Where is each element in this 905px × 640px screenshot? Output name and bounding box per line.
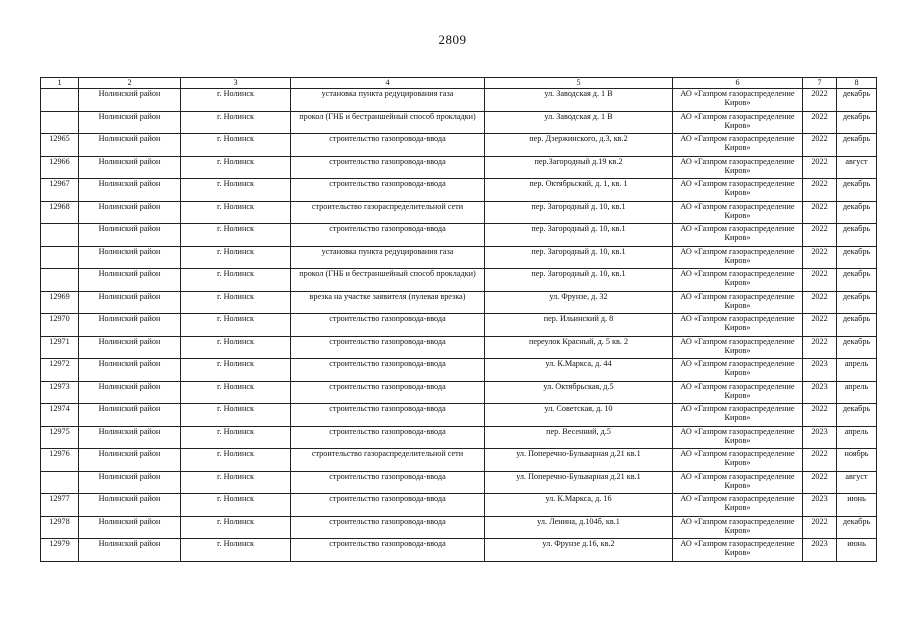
year-cell: 2023 bbox=[803, 426, 837, 449]
locality-cell: г. Нолинск bbox=[181, 314, 291, 337]
month-cell: декабрь bbox=[837, 291, 877, 314]
district-cell: Нолинский район bbox=[79, 314, 181, 337]
page-number: 2809 bbox=[438, 32, 467, 47]
address-cell: ул. Октябрьская, д.5 bbox=[485, 381, 673, 404]
table-row bbox=[41, 111, 877, 134]
district-cell: Нолинский район bbox=[79, 336, 181, 359]
work-type-cell: строительство газораспределительной сети bbox=[291, 201, 485, 224]
work-type-cell: прокол (ГНБ и бестраншейный способ прокладки) bbox=[291, 111, 485, 134]
column-header: 5 bbox=[485, 78, 673, 89]
year-cell: 2022 bbox=[803, 336, 837, 359]
month-cell: декабрь bbox=[837, 516, 877, 539]
month-cell: декабрь bbox=[837, 269, 877, 292]
district-cell: Нолинский район bbox=[79, 89, 181, 112]
row-number-cell bbox=[41, 111, 79, 134]
organization-cell: АО «Газпром газораспределение Киров» bbox=[673, 179, 803, 202]
row-number-cell: 12974 bbox=[41, 404, 79, 427]
district-cell: Нолинский район bbox=[79, 291, 181, 314]
month-cell: декабрь bbox=[837, 224, 877, 247]
month-cell: апрель bbox=[837, 381, 877, 404]
address-cell: пер. Загородный д. 10, кв.1 bbox=[485, 269, 673, 292]
organization-cell: АО «Газпром газораспределение Киров» bbox=[673, 246, 803, 269]
address-cell: ул. Заводская д. 1 В bbox=[485, 111, 673, 134]
row-number-cell: 12969 bbox=[41, 291, 79, 314]
year-cell: 2022 bbox=[803, 201, 837, 224]
table-row bbox=[41, 201, 877, 224]
year-cell: 2022 bbox=[803, 291, 837, 314]
row-number-cell: 12973 bbox=[41, 381, 79, 404]
locality-cell: г. Нолинск bbox=[181, 404, 291, 427]
month-cell: август bbox=[837, 471, 877, 494]
row-number-cell: 12978 bbox=[41, 516, 79, 539]
locality-cell: г. Нолинск bbox=[181, 269, 291, 292]
work-type-cell: строительство газопровода-ввода bbox=[291, 539, 485, 562]
row-number-cell: 12967 bbox=[41, 179, 79, 202]
address-cell: пер.Загородный д.19 кв.2 bbox=[485, 156, 673, 179]
district-cell: Нолинский район bbox=[79, 359, 181, 382]
organization-cell: АО «Газпром газораспределение Киров» bbox=[673, 426, 803, 449]
district-cell: Нолинский район bbox=[79, 449, 181, 472]
locality-cell: г. Нолинск bbox=[181, 539, 291, 562]
row-number-cell: 12970 bbox=[41, 314, 79, 337]
year-cell: 2022 bbox=[803, 134, 837, 157]
row-number-cell bbox=[41, 269, 79, 292]
work-type-cell: строительство газопровода-ввода bbox=[291, 314, 485, 337]
row-number-cell: 12966 bbox=[41, 156, 79, 179]
locality-cell: г. Нолинск bbox=[181, 156, 291, 179]
locality-cell: г. Нолинск bbox=[181, 291, 291, 314]
table-row bbox=[41, 516, 877, 539]
work-type-cell: строительство газопровода-ввода bbox=[291, 179, 485, 202]
address-cell: пер. Октябрьский, д. 1, кв. 1 bbox=[485, 179, 673, 202]
locality-cell: г. Нолинск bbox=[181, 179, 291, 202]
year-cell: 2022 bbox=[803, 269, 837, 292]
district-cell: Нолинский район bbox=[79, 426, 181, 449]
table-row bbox=[41, 426, 877, 449]
year-cell: 2023 bbox=[803, 381, 837, 404]
row-number-cell: 12977 bbox=[41, 494, 79, 517]
table-row bbox=[41, 224, 877, 247]
district-cell: Нолинский район bbox=[79, 246, 181, 269]
work-type-cell: строительство газопровода-ввода bbox=[291, 516, 485, 539]
table-row bbox=[41, 336, 877, 359]
organization-cell: АО «Газпром газораспределение Киров» bbox=[673, 314, 803, 337]
address-cell: переулок Красный, д. 5 кв. 2 bbox=[485, 336, 673, 359]
locality-cell: г. Нолинск bbox=[181, 224, 291, 247]
year-cell: 2022 bbox=[803, 89, 837, 112]
district-cell: Нолинский район bbox=[79, 269, 181, 292]
address-cell: ул. Заводская д. 1 В bbox=[485, 89, 673, 112]
address-cell: пер. Загородный д. 10, кв.1 bbox=[485, 246, 673, 269]
work-type-cell: строительство газопровода-ввода bbox=[291, 134, 485, 157]
address-cell: пер. Загородный д. 10, кв.1 bbox=[485, 201, 673, 224]
address-cell: пер. Весенний, д.5 bbox=[485, 426, 673, 449]
district-cell: Нолинский район bbox=[79, 494, 181, 517]
column-header: 4 bbox=[291, 78, 485, 89]
table-row bbox=[41, 134, 877, 157]
work-type-cell: строительство газопровода-ввода bbox=[291, 494, 485, 517]
month-cell: декабрь bbox=[837, 134, 877, 157]
address-cell: пер. Дзержинского, д.3, кв.2 bbox=[485, 134, 673, 157]
row-number-cell: 12976 bbox=[41, 449, 79, 472]
work-type-cell: врезка на участке заявителя (пулевая врезка) bbox=[291, 291, 485, 314]
month-cell: декабрь bbox=[837, 336, 877, 359]
column-header: 2 bbox=[79, 78, 181, 89]
work-type-cell: строительство газопровода-ввода bbox=[291, 426, 485, 449]
month-cell: ноябрь bbox=[837, 449, 877, 472]
district-cell: Нолинский район bbox=[79, 471, 181, 494]
month-cell: декабрь bbox=[837, 111, 877, 134]
year-cell: 2022 bbox=[803, 449, 837, 472]
organization-cell: АО «Газпром газораспределение Киров» bbox=[673, 359, 803, 382]
locality-cell: г. Нолинск bbox=[181, 134, 291, 157]
table-row bbox=[41, 539, 877, 562]
table-row bbox=[41, 381, 877, 404]
table-row bbox=[41, 291, 877, 314]
work-type-cell: строительство газопровода-ввода bbox=[291, 156, 485, 179]
locality-cell: г. Нолинск bbox=[181, 359, 291, 382]
month-cell: апрель bbox=[837, 359, 877, 382]
table-row bbox=[41, 494, 877, 517]
month-cell: декабрь bbox=[837, 89, 877, 112]
year-cell: 2023 bbox=[803, 494, 837, 517]
table-row bbox=[41, 156, 877, 179]
district-cell: Нолинский район bbox=[79, 179, 181, 202]
address-cell: ул. К.Маркса, д. 44 bbox=[485, 359, 673, 382]
organization-cell: АО «Газпром газораспределение Киров» bbox=[673, 539, 803, 562]
locality-cell: г. Нолинск bbox=[181, 426, 291, 449]
locality-cell: г. Нолинск bbox=[181, 471, 291, 494]
column-header: 1 bbox=[41, 78, 79, 89]
year-cell: 2022 bbox=[803, 179, 837, 202]
year-cell: 2022 bbox=[803, 404, 837, 427]
work-type-cell: строительство газопровода-ввода bbox=[291, 224, 485, 247]
locality-cell: г. Нолинск bbox=[181, 89, 291, 112]
month-cell: август bbox=[837, 156, 877, 179]
address-cell: пер. Загородный д. 10, кв.1 bbox=[485, 224, 673, 247]
month-cell: декабрь bbox=[837, 201, 877, 224]
address-cell: ул. Поперечно-Бульварная д.21 кв.1 bbox=[485, 449, 673, 472]
row-number-cell: 12971 bbox=[41, 336, 79, 359]
year-cell: 2023 bbox=[803, 539, 837, 562]
district-cell: Нолинский район bbox=[79, 381, 181, 404]
column-header: 3 bbox=[181, 78, 291, 89]
organization-cell: АО «Газпром газораспределение Киров» bbox=[673, 381, 803, 404]
district-cell: Нолинский район bbox=[79, 156, 181, 179]
row-number-cell bbox=[41, 246, 79, 269]
header-row bbox=[41, 78, 877, 89]
organization-cell: АО «Газпром газораспределение Киров» bbox=[673, 449, 803, 472]
address-cell: пер. Ильинский д. 8 bbox=[485, 314, 673, 337]
organization-cell: АО «Газпром газораспределение Киров» bbox=[673, 336, 803, 359]
organization-cell: АО «Газпром газораспределение Киров» bbox=[673, 516, 803, 539]
column-header: 7 bbox=[803, 78, 837, 89]
work-type-cell: строительство газопровода-ввода bbox=[291, 359, 485, 382]
table-body bbox=[41, 89, 877, 562]
locality-cell: г. Нолинск bbox=[181, 111, 291, 134]
row-number-cell bbox=[41, 471, 79, 494]
row-number-cell: 12979 bbox=[41, 539, 79, 562]
year-cell: 2022 bbox=[803, 156, 837, 179]
district-cell: Нолинский район bbox=[79, 224, 181, 247]
year-cell: 2022 bbox=[803, 111, 837, 134]
table-row bbox=[41, 449, 877, 472]
work-type-cell: строительство газопровода-ввода bbox=[291, 381, 485, 404]
month-cell: декабрь bbox=[837, 314, 877, 337]
locality-cell: г. Нолинск bbox=[181, 201, 291, 224]
column-header: 8 bbox=[837, 78, 877, 89]
district-cell: Нолинский район bbox=[79, 201, 181, 224]
work-type-cell: установка пункта редуцирования газа bbox=[291, 246, 485, 269]
district-cell: Нолинский район bbox=[79, 404, 181, 427]
organization-cell: АО «Газпром газораспределение Киров» bbox=[673, 291, 803, 314]
month-cell: апрель bbox=[837, 426, 877, 449]
locality-cell: г. Нолинск bbox=[181, 516, 291, 539]
organization-cell: АО «Газпром газораспределение Киров» bbox=[673, 404, 803, 427]
row-number-cell bbox=[41, 224, 79, 247]
address-cell: ул. К.Маркса, д. 16 bbox=[485, 494, 673, 517]
locality-cell: г. Нолинск bbox=[181, 494, 291, 517]
table-row bbox=[41, 179, 877, 202]
locality-cell: г. Нолинск bbox=[181, 381, 291, 404]
month-cell: декабрь bbox=[837, 179, 877, 202]
row-number-cell: 12975 bbox=[41, 426, 79, 449]
organization-cell: АО «Газпром газораспределение Киров» bbox=[673, 134, 803, 157]
work-type-cell: строительство газопровода-ввода bbox=[291, 471, 485, 494]
month-cell: декабрь bbox=[837, 404, 877, 427]
work-type-cell: строительство газораспределительной сети bbox=[291, 449, 485, 472]
row-number-cell bbox=[41, 89, 79, 112]
locality-cell: г. Нолинск bbox=[181, 449, 291, 472]
year-cell: 2022 bbox=[803, 516, 837, 539]
table-row bbox=[41, 314, 877, 337]
locality-cell: г. Нолинск bbox=[181, 246, 291, 269]
registry-table bbox=[40, 77, 877, 562]
organization-cell: АО «Газпром газораспределение Киров» bbox=[673, 224, 803, 247]
district-cell: Нолинский район bbox=[79, 516, 181, 539]
organization-cell: АО «Газпром газораспределение Киров» bbox=[673, 269, 803, 292]
table-row bbox=[41, 471, 877, 494]
year-cell: 2022 bbox=[803, 224, 837, 247]
work-type-cell: прокол (ГНБ и бестраншейный способ прокладки) bbox=[291, 269, 485, 292]
row-number-cell: 12968 bbox=[41, 201, 79, 224]
organization-cell: АО «Газпром газораспределение Киров» bbox=[673, 89, 803, 112]
month-cell: декабрь bbox=[837, 246, 877, 269]
district-cell: Нолинский район bbox=[79, 539, 181, 562]
organization-cell: АО «Газпром газораспределение Киров» bbox=[673, 471, 803, 494]
year-cell: 2022 bbox=[803, 314, 837, 337]
table-row bbox=[41, 359, 877, 382]
month-cell: июнь bbox=[837, 539, 877, 562]
column-header: 6 bbox=[673, 78, 803, 89]
address-cell: ул. Ленина, д.104б, кв.1 bbox=[485, 516, 673, 539]
year-cell: 2022 bbox=[803, 246, 837, 269]
district-cell: Нолинский район bbox=[79, 134, 181, 157]
work-type-cell: строительство газопровода-ввода bbox=[291, 404, 485, 427]
table-row bbox=[41, 89, 877, 112]
organization-cell: АО «Газпром газораспределение Киров» bbox=[673, 201, 803, 224]
year-cell: 2023 bbox=[803, 359, 837, 382]
district-cell: Нолинский район bbox=[79, 111, 181, 134]
year-cell: 2022 bbox=[803, 471, 837, 494]
address-cell: ул. Фрунзе, д. 32 bbox=[485, 291, 673, 314]
month-cell: июнь bbox=[837, 494, 877, 517]
organization-cell: АО «Газпром газораспределение Киров» bbox=[673, 156, 803, 179]
work-type-cell: строительство газопровода-ввода bbox=[291, 336, 485, 359]
table-row bbox=[41, 404, 877, 427]
address-cell: ул. Поперечно-Бульварная д.21 кв.1 bbox=[485, 471, 673, 494]
address-cell: ул. Фрунзе д.16, кв.2 bbox=[485, 539, 673, 562]
row-number-cell: 12965 bbox=[41, 134, 79, 157]
organization-cell: АО «Газпром газораспределение Киров» bbox=[673, 494, 803, 517]
table-row bbox=[41, 246, 877, 269]
row-number-cell: 12972 bbox=[41, 359, 79, 382]
table-row bbox=[41, 269, 877, 292]
organization-cell: АО «Газпром газораспределение Киров» bbox=[673, 111, 803, 134]
work-type-cell: установка пункта редуцирования газа bbox=[291, 89, 485, 112]
address-cell: ул. Советская, д. 10 bbox=[485, 404, 673, 427]
locality-cell: г. Нолинск bbox=[181, 336, 291, 359]
